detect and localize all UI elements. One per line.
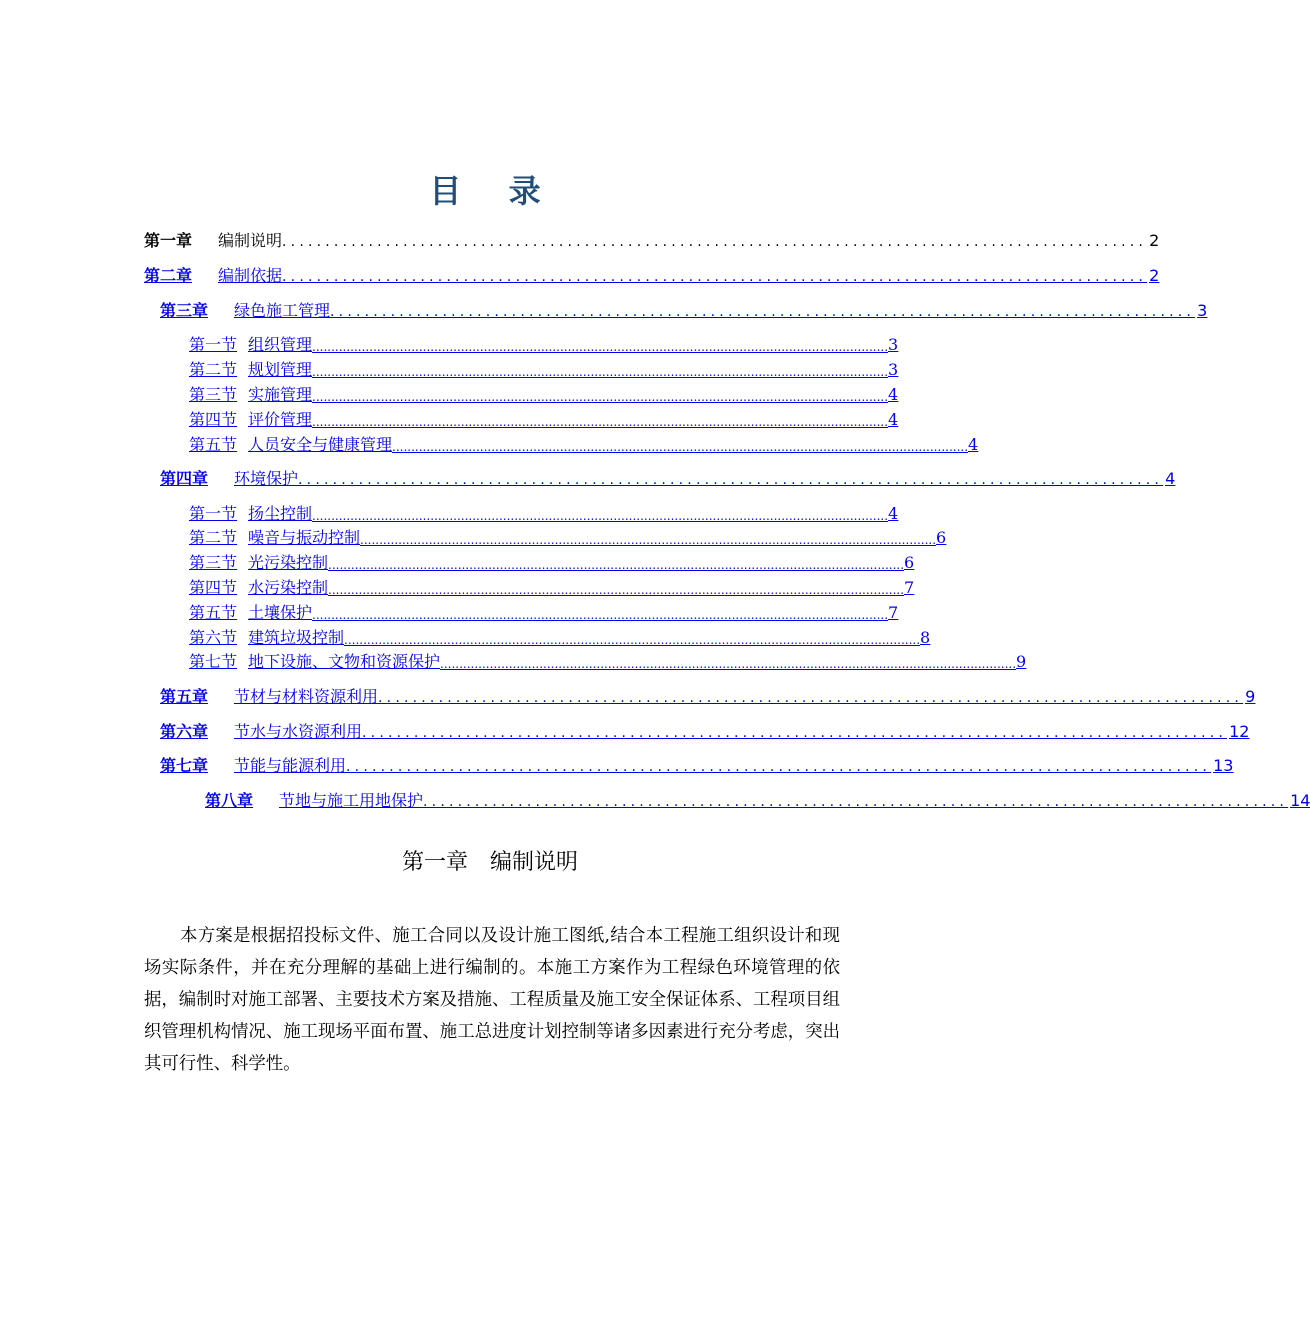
toc-page-number: 4 [1165,469,1176,488]
toc-leader-dots: ....................................................................................................................................................... [312,390,889,404]
toc-section-number: 第五节 [189,603,238,622]
toc-section-title: 水污染控制 [248,578,329,597]
toc-page-number: 4 [888,385,899,404]
toc-page-number: 4 [888,410,899,429]
toc-section-number: 第二节 [189,360,238,379]
toc-entry-section[interactable] [189,384,899,406]
toc-leader-dots: .................................................................................................... [423,794,1289,810]
body-paragraph: 本方案是根据招投标文件、施工合同以及设计施工图纸,结合本工程施工组织设计和现场实际条件，并在充分理解的基础上进行编制的。本施工方案作为工程绿色环境管理的依据，编制时对施工部署、主要技术方案及措施、工程质量及施工安全保证体系、工程项目组织管理机构情况、施工现场平面布置、施工总进度计划控制等诸多因素进行充分考虑，突出其可行性、科学性。 [144,926,840,1074]
toc-section-number: 第三节 [189,553,238,572]
toc-entry-chapter-6[interactable] [160,721,1250,743]
toc-chapter-title: 绿色施工管理 [234,301,331,320]
toc-page-number: 12 [1229,722,1250,741]
toc-leader-dots: ....................................................................................................................................................... [344,633,921,647]
toc-section-title: 规划管理 [248,360,313,379]
toc-section-number: 第三节 [189,385,238,404]
toc-section-title: 实施管理 [248,385,313,404]
toc-section-title: 噪音与振动控制 [248,528,361,547]
toc-section-number: 第五节 [189,435,238,454]
toc-entry-section[interactable] [189,602,899,624]
toc-page-number: 7 [904,578,915,597]
toc-page-number: 6 [904,553,915,572]
toc-section-number: 第七节 [189,652,238,671]
toc-page-number: 3 [1197,301,1208,320]
toc-leader-dots: ....................................................................................................................................................... [312,509,889,523]
toc-page-number: 8 [920,628,931,647]
toc-page-number: 2 [1149,231,1160,250]
toc-entry-chapter-5[interactable] [160,686,1256,708]
toc-chapter-number: 第四章 [160,469,209,488]
toc-entry-section[interactable] [189,434,979,456]
toc-entry-chapter-2[interactable] [144,265,1160,287]
toc-leader-dots: .................................................................................................... [362,725,1228,741]
toc-chapter-title: 编制说明 [218,231,283,250]
toc-entry-section[interactable] [189,651,1027,673]
chapter-heading: 第一章 编制说明 [401,850,578,875]
toc-leader-dots: ....................................................................................................................................................... [312,365,889,379]
toc-page-number: 3 [888,335,899,354]
toc-leader-dots: .................................................................................................... [378,690,1244,706]
toc-leader-dots: .................................................................................................... [298,472,1164,488]
toc-section-title: 地下设施、文物和资源保护 [248,652,441,671]
toc-entry-section[interactable] [189,627,931,649]
toc-entry-chapter-7[interactable] [160,755,1234,777]
toc-title: 目 录 [429,172,559,210]
toc-page-number: 9 [1245,687,1256,706]
toc-page-number: 6 [936,528,947,547]
toc-section-title: 组织管理 [248,335,313,354]
toc-chapter-title: 编制依据 [218,266,283,285]
toc-section-number: 第一节 [189,335,238,354]
toc-leader-dots: ....................................................................................................................................................... [328,583,905,597]
toc-chapter-title: 节能与能源利用 [234,756,347,775]
toc-section-number: 第六节 [189,628,238,647]
toc-chapter-number: 第五章 [160,687,209,706]
toc-page-number: 7 [888,603,899,622]
toc-page-number: 4 [888,504,899,523]
toc-chapter-title: 节材与材料资源利用 [234,687,379,706]
toc-entry-chapter-4[interactable] [160,468,1176,490]
toc-leader-dots: ....................................................................................................................................................... [312,415,889,429]
toc-entry-section[interactable] [189,527,947,549]
toc-section-title: 扬尘控制 [248,504,313,523]
toc-chapter-number: 第八章 [205,791,254,810]
toc-entry-section[interactable] [189,503,899,525]
toc-chapter-number: 第一章 [144,231,193,250]
toc-page-number: 9 [1016,652,1027,671]
toc-leader-dots: .................................................................................................... [330,304,1196,320]
toc-chapter-number: 第七章 [160,756,209,775]
toc-page-number: 14 [1290,791,1310,810]
toc-section-number: 第二节 [189,528,238,547]
toc-entry-chapter-8[interactable] [205,790,1310,812]
toc-leader-dots: ....................................................................................................................................................... [312,608,889,622]
toc-entry-chapter-3[interactable] [160,300,1208,322]
toc-section-number: 第一节 [189,504,238,523]
toc-entry-section[interactable] [189,359,899,381]
toc-leader-dots: ....................................................................................................................................................... [440,657,1017,671]
toc-section-title: 土壤保护 [248,603,313,622]
toc-page-number: 4 [968,435,979,454]
toc-section-title: 评价管理 [248,410,313,429]
toc-chapter-number: 第三章 [160,301,209,320]
toc-chapter-title: 环境保护 [234,469,299,488]
toc-section-title: 人员安全与健康管理 [248,435,393,454]
toc-section-title: 光污染控制 [248,553,329,572]
toc-leader-dots: ....................................................................................................................................................... [312,340,889,354]
toc-leader-dots: ....................................................................................................................................................... [360,533,937,547]
toc-leader-dots: .................................................................................................... [282,234,1148,250]
toc-leader-dots: ....................................................................................................................................................... [328,558,905,572]
toc-entry-section[interactable] [189,552,915,574]
toc-page-number: 13 [1213,756,1234,775]
toc-entry-section[interactable] [189,334,899,356]
toc-section-number: 第四节 [189,410,238,429]
toc-chapter-title: 节水与水资源利用 [234,722,363,741]
toc-section-title: 建筑垃圾控制 [248,628,345,647]
toc-entry-section[interactable] [189,409,899,431]
toc-chapter-title: 节地与施工用地保护 [279,791,424,810]
toc-entry-section[interactable] [189,577,915,599]
toc-chapter-number: 第六章 [160,722,209,741]
toc-leader-dots: .................................................................................................... [346,759,1212,775]
toc-page-number: 2 [1149,266,1160,285]
toc-section-number: 第四节 [189,578,238,597]
toc-entry-chapter-1[interactable] [144,230,1160,252]
toc-leader-dots: ....................................................................................................................................................... [392,440,969,454]
toc-chapter-number: 第二章 [144,266,193,285]
toc-leader-dots: .................................................................................................... [282,269,1148,285]
toc-page-number: 3 [888,360,899,379]
